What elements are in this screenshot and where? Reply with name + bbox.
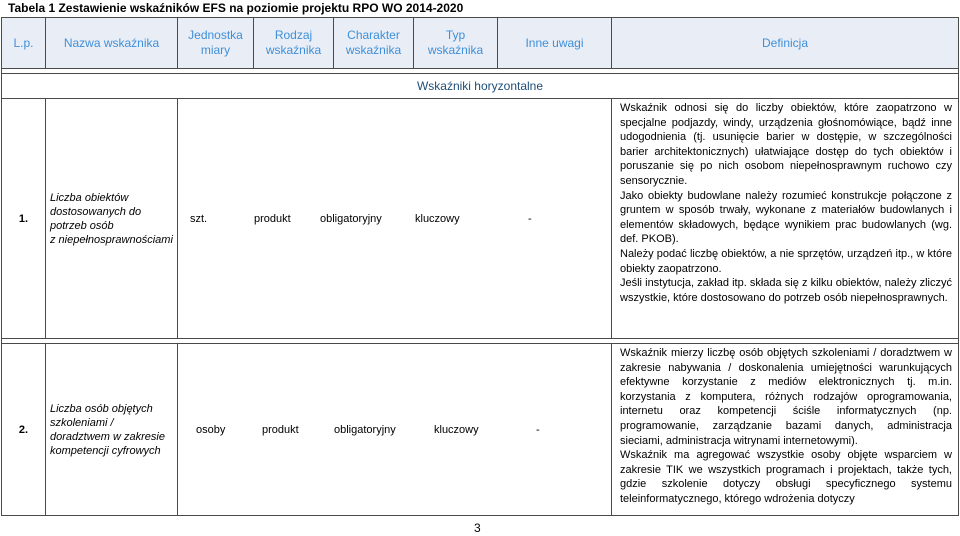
row-definition: Wskaźnik odnosi się do liczby obiektów, które zaopatrzono w specjalne podjazdy, windy, urządzenia głośnomówiące, bądź inne udogodnienia (tj. usunięcie barier w dostępie, w szczególności barier architektonicznych) ułatwiające dostęp do tych obiektów i poruszanie się po nich osobom niepełnosprawnym ruchowo czy sensorycznie. Jako obiekty budowlane należy rozumieć konstrukcje połączone z gruntem w sposób trwały, wykonane z materiałów budowlanych i elementów składowych, będące wynikiem prac budowlanych (wg. def. PKOB). Należy podać liczbę obiektów, a nie sprzętów, urządzeń itp., w które obiekty zaopatrzono. Jeśli instytucja, zakład itp. składa się z kilku obiektów, należy zliczyć wszystkie, które dostosowano do potrzeb osób niepełnosprawnych. bbox=[612, 99, 959, 339]
table-row bbox=[2, 99, 959, 339]
row-charakter: obligatoryjny bbox=[320, 212, 382, 225]
row-indicator-name: Liczba osób objętych szkoleniami / doradztwem w zakresie kompetencji cyfrowych bbox=[46, 344, 178, 516]
header-rodzaj: Rodzaj wskaźnika bbox=[254, 18, 334, 69]
header-jednostka: Jednostka miary bbox=[178, 18, 254, 69]
row-attributes bbox=[178, 99, 612, 339]
row-attributes bbox=[178, 344, 612, 516]
table-caption: Tabela 1 Zestawienie wskaźników EFS na poziomie projektu RPO WO 2014-2020 bbox=[8, 1, 464, 15]
row-definition: Wskaźnik mierzy liczbę osób objętych szkoleniami / doradztwem w zakresie nabywania / doskonalenia umiejętności warunkujących efektywne korzystanie z mediów elektronicznych tj. m.in. korzystania z komputera, różnych rodzajów oprogramowania, internetu oraz kompetencji ściśle informatycznych (np. programowanie, zarządzanie bazami danych, administracja sieciami, administracja witrynami internetowymi). Wskaźnik ma agregować wszystkie osoby objęte wsparciem w zakresie TIK we wszystkich programach i projektach, także tych, gdzie szkolenie dotyczy obsługi specyficznego systemu teleinformatycznego, którego wdrożenia dotyczy bbox=[612, 344, 959, 516]
row-typ: kluczowy bbox=[415, 212, 460, 225]
section-title: Wskaźniki horyzontalne bbox=[2, 74, 959, 99]
header-row bbox=[2, 18, 959, 69]
section-row bbox=[2, 74, 959, 99]
row-lp: 2. bbox=[2, 344, 46, 516]
row-unit: osoby bbox=[196, 423, 226, 436]
indicators-table bbox=[1, 17, 959, 516]
header-definicja: Definicja bbox=[612, 18, 959, 69]
row-rodzaj: produkt bbox=[254, 212, 291, 225]
table-row bbox=[2, 344, 959, 516]
page-number: 3 bbox=[474, 521, 481, 535]
header-charakter: Charakter wskaźnika bbox=[334, 18, 414, 69]
row-lp: 1. bbox=[2, 99, 46, 339]
row-typ: kluczowy bbox=[434, 423, 479, 436]
row-rodzaj: produkt bbox=[262, 423, 299, 436]
row-indicator-name: Liczba obiektów dostosowanych do potrzeb osób z niepełnosprawnościami bbox=[46, 99, 178, 339]
row-unit: szt. bbox=[190, 212, 208, 225]
header-lp: L.p. bbox=[2, 18, 46, 69]
row-uwagi: - bbox=[528, 212, 532, 225]
row-charakter: obligatoryjny bbox=[334, 423, 396, 436]
header-nazwa: Nazwa wskaźnika bbox=[46, 18, 178, 69]
header-typ: Typ wskaźnika bbox=[414, 18, 498, 69]
header-uwagi: Inne uwagi bbox=[498, 18, 612, 69]
row-uwagi: - bbox=[536, 423, 540, 436]
